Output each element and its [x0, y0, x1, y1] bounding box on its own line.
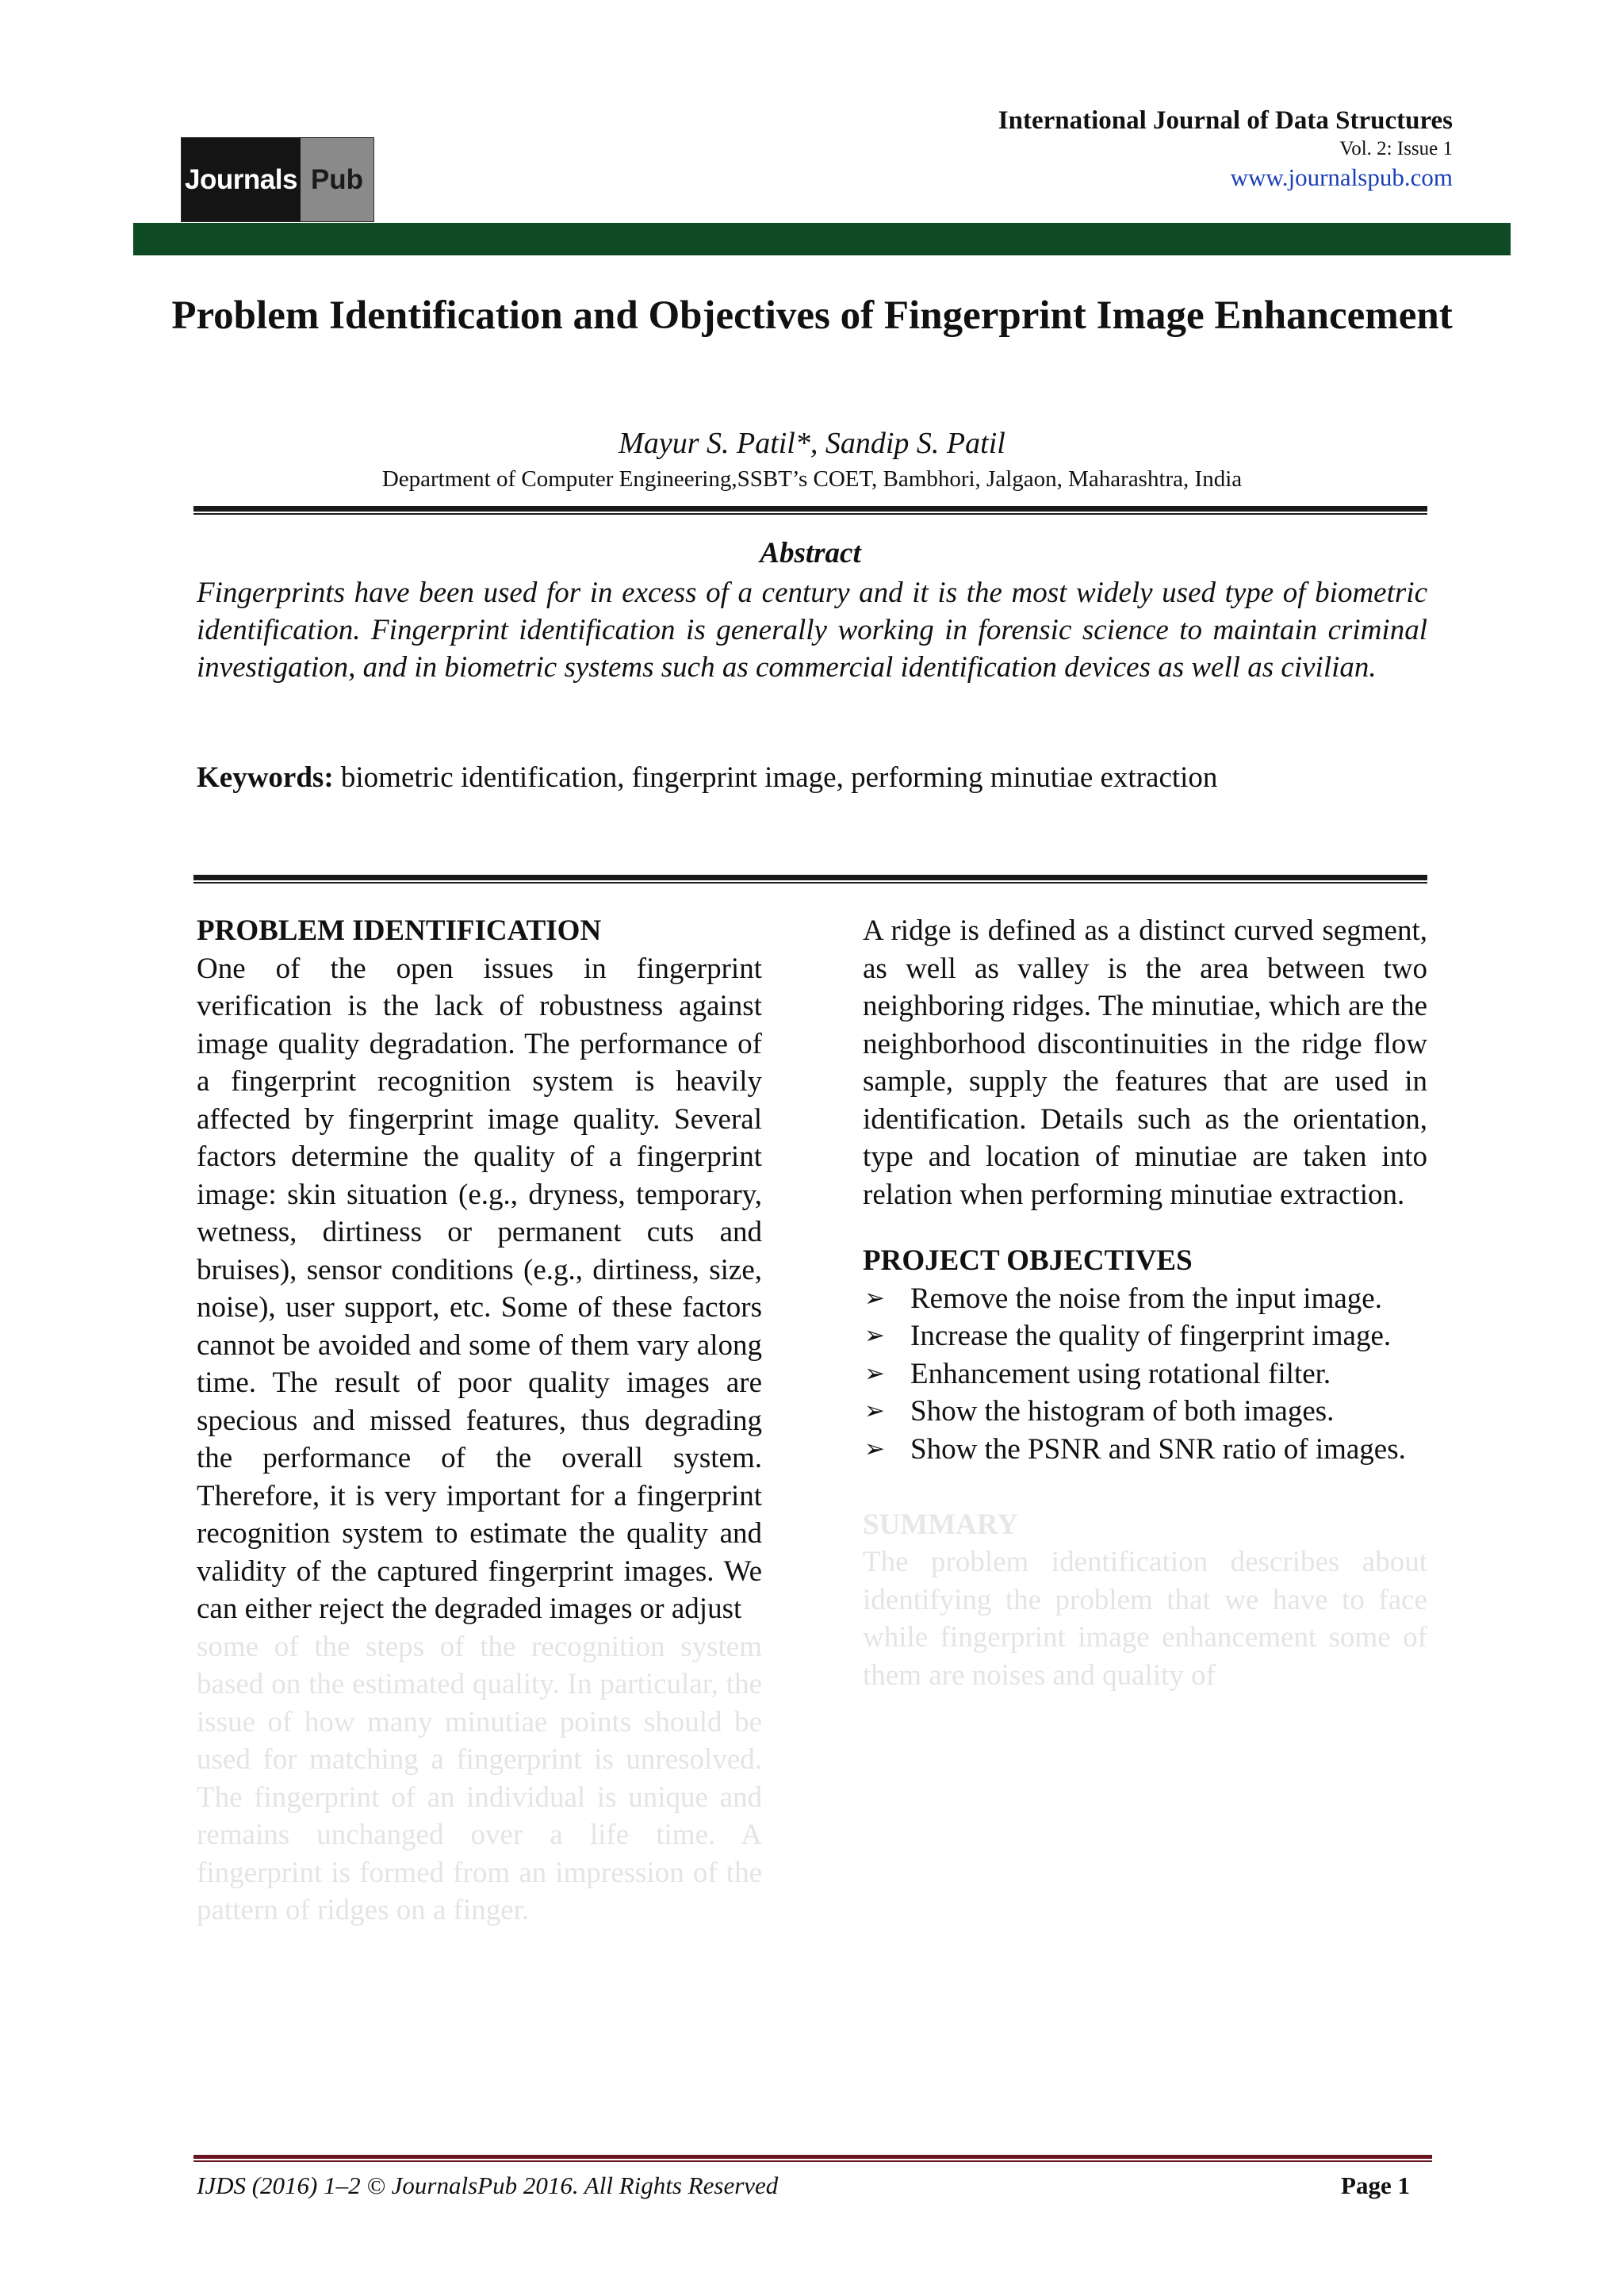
article-title: Problem Identification and Objectives of Fingerprint Image Enhancement	[171, 293, 1453, 338]
objective-text: Remove the noise from the input image.	[910, 1282, 1382, 1315]
arrowhead-bullet-icon: ➢	[864, 1321, 885, 1350]
objective-text: Enhancement using rotational filter.	[910, 1357, 1331, 1390]
list-item	[863, 1280, 1427, 1318]
abstract-heading: Abstract	[760, 537, 861, 569]
problem-identification-heading: PROBLEM IDENTIFICATION	[197, 914, 602, 947]
journal-url-link[interactable]: www.journalspub.com	[1230, 163, 1453, 191]
logo-left-text: Journals	[182, 138, 301, 221]
arrowhead-bullet-icon: ➢	[864, 1283, 885, 1313]
footer-citation: IJDS (2016) 1–2 © JournalsPub 2016. All Rights Reserved	[197, 2171, 779, 2199]
keywords-label: Keywords:	[197, 761, 334, 794]
keywords-line	[197, 760, 1427, 796]
problem-identification-paragraph: One of the open issues in fingerprint verification is the lack of robustness against image quality degradation. The performance of a fingerprint recognition system is heavily affected by fingerprint image quality. Several factors determine the quality of a fingerprint image: skin situation (e.g., dryness, temporary, wetness, dirtiness or permanent cuts and bruises), sensor conditions (e.g., dirtiness, size, noise), user support, etc. Some of these factors cannot be avoided and some of them vary along time. The result of poor quality images are specious and missed features, thus degrading the performance of the overall system. Therefore, it is very important for a fingerprint recognition system to estimate the quality and validity of the captured fingerprint images. We can either reject the degraded images or adjust	[197, 952, 762, 1625]
ridge-definition-paragraph: A ridge is defined as a distinct curved segment, as well as valley is the area between two neighboring ridges. The minutiae, which are the neighborhood discontinuities in the ridge flow sample, supply the features that are used in identification. Details such as the orientation, type and location of minutiae are taken into relation when performing minutiae extraction.	[863, 914, 1427, 1211]
journal-name: International Journal of Data Structures	[998, 106, 1453, 135]
summary-heading: SUMMARY	[863, 1508, 1019, 1541]
objective-text: Increase the quality of fingerprint image.	[910, 1320, 1392, 1352]
header-bar	[133, 223, 1511, 255]
arrowhead-bullet-icon: ➢	[864, 1397, 885, 1425]
left-column	[197, 912, 762, 1930]
author-affiliation: Department of Computer Engineering,SSBT’s COET, Bambhori, Jalgaon, Maharashtra, India	[381, 466, 1243, 492]
objective-text: Show the histogram of both images.	[910, 1395, 1335, 1428]
faded-continuation-paragraph: some of the steps of the recognition system based on the estimated quality. In particular, the issue of how many minutiae points should be used for matching a fingerprint is unresolved. The fingerprint of an individual is unique and remains unchanged over a life time. A fingerprint is formed from an impression of the pattern of ridges on a finger.	[197, 1630, 762, 1926]
journal-volume: Vol. 2: Issue 1	[1339, 138, 1453, 159]
logo-right-text: Pub	[301, 138, 373, 221]
footer-rule	[193, 2155, 1432, 2162]
journalspub-logo	[181, 137, 374, 222]
body-top-rule	[193, 875, 1427, 884]
list-item	[863, 1431, 1427, 1469]
abstract-top-rule	[193, 506, 1427, 515]
list-item	[863, 1317, 1427, 1355]
arrowhead-bullet-icon: ➢	[864, 1359, 885, 1388]
page-number: Page 1	[1341, 2171, 1410, 2199]
arrowhead-bullet-icon: ➢	[864, 1434, 885, 1463]
article-authors: Mayur S. Patil*, Sandip S. Patil	[619, 427, 1005, 460]
summary-paragraph: The problem identification describes about identifying the problem that we have to face while fingerprint image enhancement some of them are noises and quality of	[863, 1546, 1427, 1692]
keywords-text: biometric identification, fingerprint image, performing minutiae extraction	[333, 761, 1218, 794]
list-item	[863, 1393, 1427, 1431]
abstract-text: Fingerprints have been used for in excess of a century and it is the most widely used type of biometric identification. Fingerprint identification is generally working in forensic science to maintain criminal investigation, and in biometric systems such as commercial identification devices as well as civilian.	[197, 577, 1427, 684]
list-item	[863, 1355, 1427, 1393]
project-objectives-heading: PROJECT OBJECTIVES	[863, 1244, 1193, 1277]
right-column	[863, 912, 1427, 1694]
objectives-list	[863, 1280, 1427, 1469]
objective-text: Show the PSNR and SNR ratio of images.	[910, 1432, 1406, 1466]
journal-info	[998, 105, 1453, 194]
